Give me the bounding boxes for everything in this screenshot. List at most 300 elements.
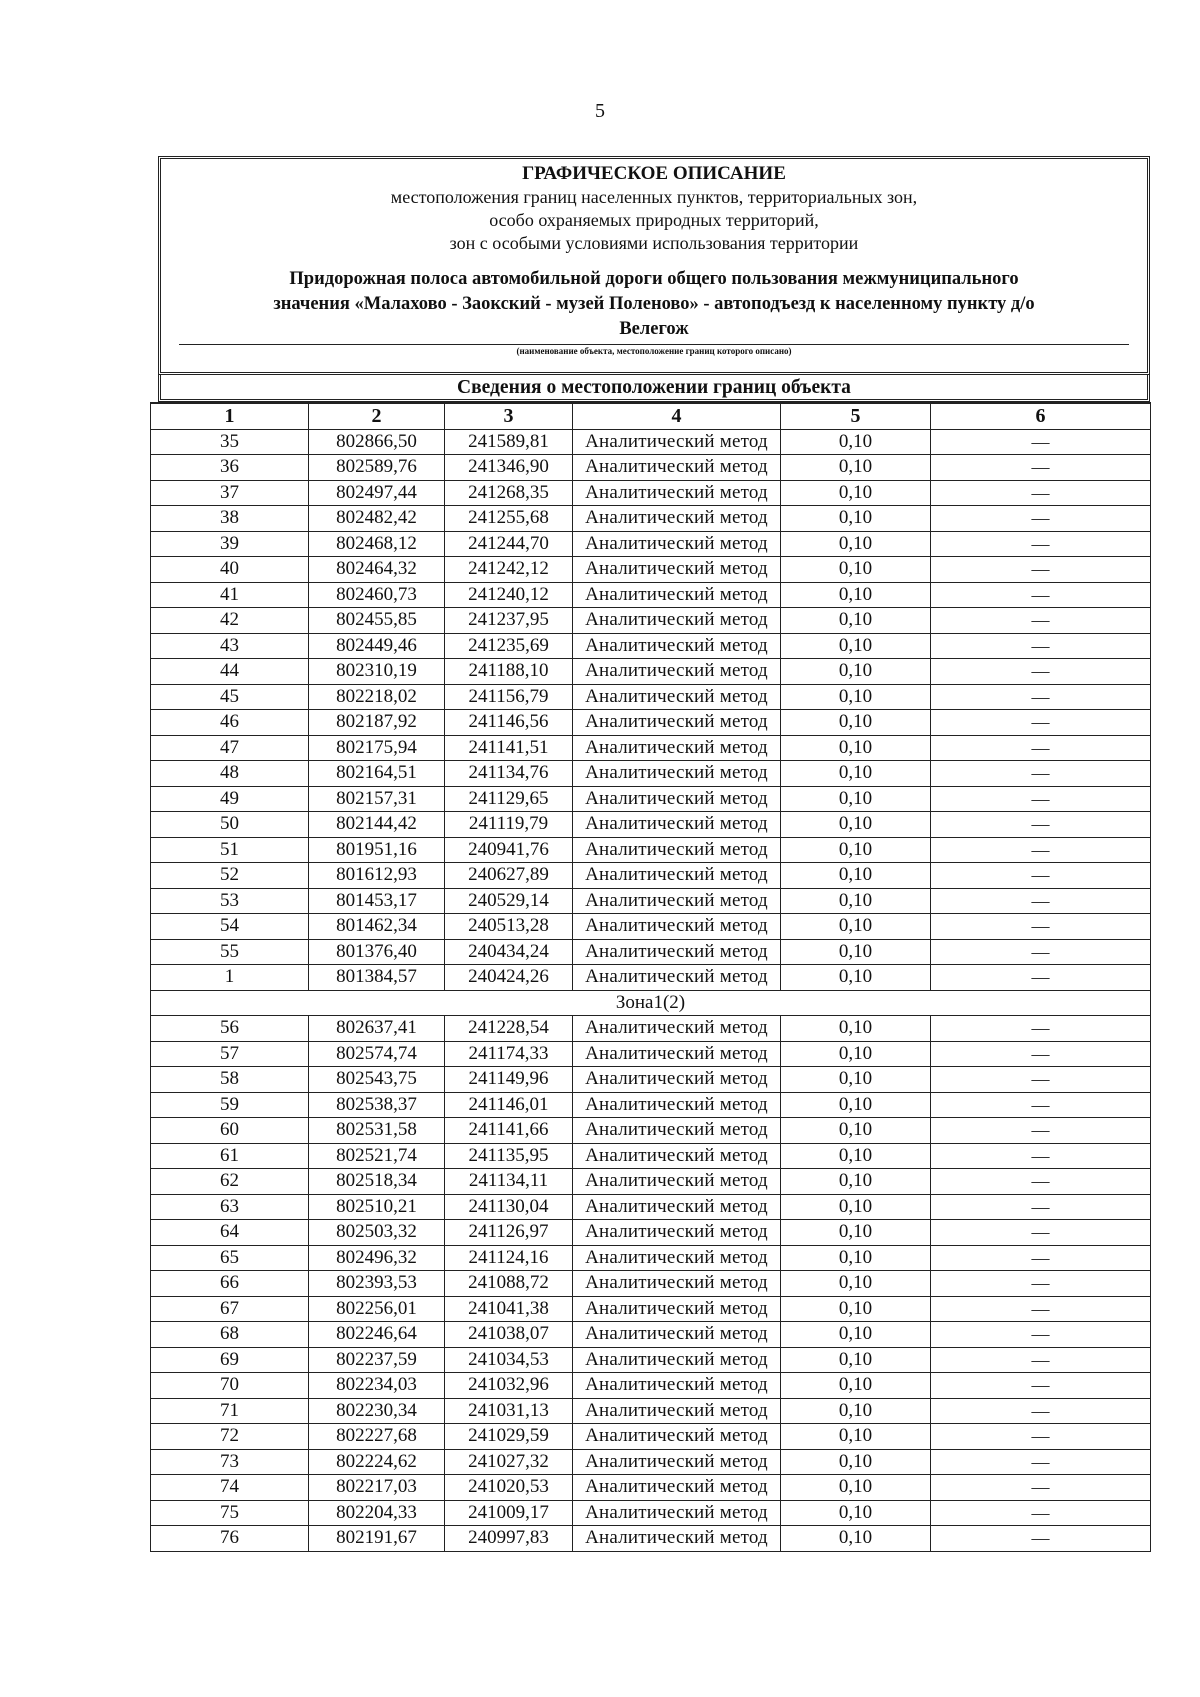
accuracy-cell: 0,10 xyxy=(781,888,931,914)
point-number-cell: 41 xyxy=(151,582,309,608)
description-cell: — xyxy=(931,786,1151,812)
point-number-cell: 38 xyxy=(151,506,309,532)
point-number-cell: 59 xyxy=(151,1092,309,1118)
point-number-cell: 57 xyxy=(151,1041,309,1067)
x-coordinate-cell: 802230,34 xyxy=(309,1398,445,1424)
method-cell: Аналитический метод xyxy=(573,506,781,532)
accuracy-cell: 0,10 xyxy=(781,837,931,863)
description-cell: — xyxy=(931,684,1151,710)
table-row xyxy=(151,1220,1151,1246)
zone-label: Зона1(2) xyxy=(151,990,1151,1016)
y-coordinate-cell: 240627,89 xyxy=(445,863,573,889)
table-row xyxy=(151,1067,1151,1093)
table-row xyxy=(151,1271,1151,1297)
table-header-row xyxy=(151,403,1151,429)
subtitle-line: местоположения границ населенных пунктов, территориальных зон, xyxy=(390,187,918,207)
method-cell: Аналитический метод xyxy=(573,939,781,965)
y-coordinate-cell: 241188,10 xyxy=(445,659,573,685)
accuracy-cell: 0,10 xyxy=(781,557,931,583)
point-number-cell: 56 xyxy=(151,1016,309,1042)
y-coordinate-cell: 241156,79 xyxy=(445,684,573,710)
method-cell: Аналитический метод xyxy=(573,557,781,583)
x-coordinate-cell: 802637,41 xyxy=(309,1016,445,1042)
accuracy-cell: 0,10 xyxy=(781,1449,931,1475)
table-row xyxy=(151,1398,1151,1424)
method-cell: Аналитический метод xyxy=(573,582,781,608)
accuracy-cell: 0,10 xyxy=(781,1245,931,1271)
y-coordinate-cell: 241146,01 xyxy=(445,1092,573,1118)
method-cell: Аналитический метод xyxy=(573,965,781,991)
accuracy-cell: 0,10 xyxy=(781,455,931,481)
description-cell: — xyxy=(931,633,1151,659)
point-number-cell: 37 xyxy=(151,480,309,506)
method-cell: Аналитический метод xyxy=(573,1194,781,1220)
method-cell: Аналитический метод xyxy=(573,812,781,838)
method-cell: Аналитический метод xyxy=(573,531,781,557)
x-coordinate-cell: 802460,73 xyxy=(309,582,445,608)
point-number-cell: 64 xyxy=(151,1220,309,1246)
point-number-cell: 48 xyxy=(151,761,309,787)
x-coordinate-cell: 802157,31 xyxy=(309,786,445,812)
x-coordinate-cell: 802531,58 xyxy=(309,1118,445,1144)
description-cell: — xyxy=(931,1398,1151,1424)
accuracy-cell: 0,10 xyxy=(781,761,931,787)
y-coordinate-cell: 241029,59 xyxy=(445,1424,573,1450)
description-cell: — xyxy=(931,1016,1151,1042)
description-cell: — xyxy=(931,1526,1151,1552)
description-cell: — xyxy=(931,1475,1151,1501)
table-row xyxy=(151,710,1151,736)
point-number-cell: 74 xyxy=(151,1475,309,1501)
accuracy-cell: 0,10 xyxy=(781,1220,931,1246)
x-coordinate-cell: 802393,53 xyxy=(309,1271,445,1297)
y-coordinate-cell: 240941,76 xyxy=(445,837,573,863)
table-row xyxy=(151,914,1151,940)
x-coordinate-cell: 802464,32 xyxy=(309,557,445,583)
y-coordinate-cell: 241031,13 xyxy=(445,1398,573,1424)
method-cell: Аналитический метод xyxy=(573,684,781,710)
table-row xyxy=(151,1424,1151,1450)
accuracy-cell: 0,10 xyxy=(781,965,931,991)
y-coordinate-cell: 241240,12 xyxy=(445,582,573,608)
point-number-cell: 58 xyxy=(151,1067,309,1093)
description-cell: — xyxy=(931,557,1151,583)
method-cell: Аналитический метод xyxy=(573,1398,781,1424)
x-coordinate-cell: 802497,44 xyxy=(309,480,445,506)
y-coordinate-cell: 241174,33 xyxy=(445,1041,573,1067)
x-coordinate-cell: 802164,51 xyxy=(309,761,445,787)
accuracy-cell: 0,10 xyxy=(781,1322,931,1348)
accuracy-cell: 0,10 xyxy=(781,684,931,710)
method-cell: Аналитический метод xyxy=(573,1271,781,1297)
y-coordinate-cell: 241124,16 xyxy=(445,1245,573,1271)
y-coordinate-cell: 240434,24 xyxy=(445,939,573,965)
column-header: 6 xyxy=(931,403,1151,429)
description-cell: — xyxy=(931,1500,1151,1526)
x-coordinate-cell: 802510,21 xyxy=(309,1194,445,1220)
x-coordinate-cell: 802482,42 xyxy=(309,506,445,532)
y-coordinate-cell: 241146,56 xyxy=(445,710,573,736)
method-cell: Аналитический метод xyxy=(573,1169,781,1195)
accuracy-cell: 0,10 xyxy=(781,531,931,557)
point-number-cell: 46 xyxy=(151,710,309,736)
column-header: 2 xyxy=(309,403,445,429)
description-cell: — xyxy=(931,429,1151,455)
description-cell: — xyxy=(931,1118,1151,1144)
y-coordinate-cell: 241134,11 xyxy=(445,1169,573,1195)
method-cell: Аналитический метод xyxy=(573,914,781,940)
method-cell: Аналитический метод xyxy=(573,1347,781,1373)
point-number-cell: 69 xyxy=(151,1347,309,1373)
table-row xyxy=(151,1041,1151,1067)
point-number-cell: 52 xyxy=(151,863,309,889)
description-cell: — xyxy=(931,1041,1151,1067)
table-row xyxy=(151,1449,1151,1475)
description-cell: — xyxy=(931,939,1151,965)
table-row xyxy=(151,582,1151,608)
accuracy-cell: 0,10 xyxy=(781,1373,931,1399)
x-coordinate-cell: 801951,16 xyxy=(309,837,445,863)
x-coordinate-cell: 802866,50 xyxy=(309,429,445,455)
object-name-line: Придорожная полоса автомобильной дороги общего пользования межмуниципального xyxy=(289,269,1019,289)
table-row xyxy=(151,1373,1151,1399)
method-cell: Аналитический метод xyxy=(573,633,781,659)
description-cell: — xyxy=(931,1271,1151,1297)
y-coordinate-cell: 241032,96 xyxy=(445,1373,573,1399)
method-cell: Аналитический метод xyxy=(573,1143,781,1169)
method-cell: Аналитический метод xyxy=(573,837,781,863)
description-cell: — xyxy=(931,1220,1151,1246)
y-coordinate-cell: 241589,81 xyxy=(445,429,573,455)
method-cell: Аналитический метод xyxy=(573,455,781,481)
x-coordinate-cell: 802204,33 xyxy=(309,1500,445,1526)
point-number-cell: 45 xyxy=(151,684,309,710)
description-cell: — xyxy=(931,710,1151,736)
accuracy-cell: 0,10 xyxy=(781,1475,931,1501)
x-coordinate-cell: 802310,19 xyxy=(309,659,445,685)
point-number-cell: 76 xyxy=(151,1526,309,1552)
x-coordinate-cell: 802218,02 xyxy=(309,684,445,710)
accuracy-cell: 0,10 xyxy=(781,1118,931,1144)
subtitle-line: особо охраняемых природных территорий, xyxy=(489,210,819,230)
column-header: 5 xyxy=(781,403,931,429)
accuracy-cell: 0,10 xyxy=(781,786,931,812)
accuracy-cell: 0,10 xyxy=(781,633,931,659)
table-row xyxy=(151,863,1151,889)
table-row xyxy=(151,1500,1151,1526)
accuracy-cell: 0,10 xyxy=(781,1526,931,1552)
method-cell: Аналитический метод xyxy=(573,735,781,761)
method-cell: Аналитический метод xyxy=(573,1424,781,1450)
y-coordinate-cell: 241268,35 xyxy=(445,480,573,506)
page-number: 5 xyxy=(595,100,605,122)
method-cell: Аналитический метод xyxy=(573,1245,781,1271)
point-number-cell: 51 xyxy=(151,837,309,863)
point-number-cell: 72 xyxy=(151,1424,309,1450)
x-coordinate-cell: 802538,37 xyxy=(309,1092,445,1118)
table-row xyxy=(151,531,1151,557)
point-number-cell: 42 xyxy=(151,608,309,634)
method-cell: Аналитический метод xyxy=(573,1067,781,1093)
subtitle-line: зон с особыми условиями использования территории xyxy=(449,233,859,253)
description-cell: — xyxy=(931,1143,1151,1169)
description-cell: — xyxy=(931,608,1151,634)
table-row xyxy=(151,1143,1151,1169)
method-cell: Аналитический метод xyxy=(573,608,781,634)
table-row xyxy=(151,1296,1151,1322)
accuracy-cell: 0,10 xyxy=(781,1169,931,1195)
accuracy-cell: 0,10 xyxy=(781,659,931,685)
point-number-cell: 61 xyxy=(151,1143,309,1169)
method-cell: Аналитический метод xyxy=(573,429,781,455)
description-cell: — xyxy=(931,1449,1151,1475)
point-number-cell: 66 xyxy=(151,1271,309,1297)
table-row xyxy=(151,761,1151,787)
x-coordinate-cell: 802217,03 xyxy=(309,1475,445,1501)
method-cell: Аналитический метод xyxy=(573,1475,781,1501)
description-cell: — xyxy=(931,1067,1151,1093)
y-coordinate-cell: 241141,51 xyxy=(445,735,573,761)
x-coordinate-cell: 802187,92 xyxy=(309,710,445,736)
description-cell: — xyxy=(931,812,1151,838)
method-cell: Аналитический метод xyxy=(573,480,781,506)
method-cell: Аналитический метод xyxy=(573,863,781,889)
table-row xyxy=(151,608,1151,634)
point-number-cell: 54 xyxy=(151,914,309,940)
method-cell: Аналитический метод xyxy=(573,1500,781,1526)
description-cell: — xyxy=(931,1194,1151,1220)
description-cell: — xyxy=(931,1322,1151,1348)
point-number-cell: 73 xyxy=(151,1449,309,1475)
x-coordinate-cell: 802503,32 xyxy=(309,1220,445,1246)
point-number-cell: 36 xyxy=(151,455,309,481)
point-number-cell: 70 xyxy=(151,1373,309,1399)
x-coordinate-cell: 801376,40 xyxy=(309,939,445,965)
accuracy-cell: 0,10 xyxy=(781,735,931,761)
column-header: 3 xyxy=(445,403,573,429)
method-cell: Аналитический метод xyxy=(573,1322,781,1348)
table-row xyxy=(151,633,1151,659)
y-coordinate-cell: 241255,68 xyxy=(445,506,573,532)
point-number-cell: 68 xyxy=(151,1322,309,1348)
description-cell: — xyxy=(931,965,1151,991)
description-cell: — xyxy=(931,480,1151,506)
description-cell: — xyxy=(931,735,1151,761)
accuracy-cell: 0,10 xyxy=(781,506,931,532)
method-cell: Аналитический метод xyxy=(573,659,781,685)
point-number-cell: 62 xyxy=(151,1169,309,1195)
y-coordinate-cell: 241130,04 xyxy=(445,1194,573,1220)
accuracy-cell: 0,10 xyxy=(781,939,931,965)
accuracy-cell: 0,10 xyxy=(781,1041,931,1067)
y-coordinate-cell: 241141,66 xyxy=(445,1118,573,1144)
x-coordinate-cell: 802496,32 xyxy=(309,1245,445,1271)
y-coordinate-cell: 240513,28 xyxy=(445,914,573,940)
point-number-cell: 75 xyxy=(151,1500,309,1526)
y-coordinate-cell: 241027,32 xyxy=(445,1449,573,1475)
description-cell: — xyxy=(931,914,1151,940)
x-coordinate-cell: 802224,62 xyxy=(309,1449,445,1475)
accuracy-cell: 0,10 xyxy=(781,582,931,608)
description-cell: — xyxy=(931,863,1151,889)
point-number-cell: 43 xyxy=(151,633,309,659)
table-row xyxy=(151,1347,1151,1373)
x-coordinate-cell: 802521,74 xyxy=(309,1143,445,1169)
table-row xyxy=(151,557,1151,583)
method-cell: Аналитический метод xyxy=(573,1373,781,1399)
x-coordinate-cell: 802543,75 xyxy=(309,1067,445,1093)
y-coordinate-cell: 241134,76 xyxy=(445,761,573,787)
x-coordinate-cell: 802234,03 xyxy=(309,1373,445,1399)
table-row xyxy=(151,659,1151,685)
method-cell: Аналитический метод xyxy=(573,1092,781,1118)
point-number-cell: 47 xyxy=(151,735,309,761)
table-row xyxy=(151,1194,1151,1220)
point-number-cell: 53 xyxy=(151,888,309,914)
table-row xyxy=(151,1118,1151,1144)
method-cell: Аналитический метод xyxy=(573,786,781,812)
method-cell: Аналитический метод xyxy=(573,888,781,914)
method-cell: Аналитический метод xyxy=(573,1041,781,1067)
x-coordinate-cell: 801453,17 xyxy=(309,888,445,914)
table-row xyxy=(151,888,1151,914)
x-coordinate-cell: 802518,34 xyxy=(309,1169,445,1195)
point-number-cell: 44 xyxy=(151,659,309,685)
accuracy-cell: 0,10 xyxy=(781,863,931,889)
y-coordinate-cell: 241126,97 xyxy=(445,1220,573,1246)
point-number-cell: 63 xyxy=(151,1194,309,1220)
table-row xyxy=(151,837,1151,863)
x-coordinate-cell: 802449,46 xyxy=(309,633,445,659)
description-cell: — xyxy=(931,837,1151,863)
description-cell: — xyxy=(931,506,1151,532)
table-row xyxy=(151,735,1151,761)
y-coordinate-cell: 241346,90 xyxy=(445,455,573,481)
point-number-cell: 50 xyxy=(151,812,309,838)
method-cell: Аналитический метод xyxy=(573,761,781,787)
x-coordinate-cell: 802256,01 xyxy=(309,1296,445,1322)
method-cell: Аналитический метод xyxy=(573,710,781,736)
object-name-caption: (наименование объекта, местоположение границ которого описано) xyxy=(516,346,792,356)
accuracy-cell: 0,10 xyxy=(781,1092,931,1118)
method-cell: Аналитический метод xyxy=(573,1296,781,1322)
accuracy-cell: 0,10 xyxy=(781,1296,931,1322)
y-coordinate-cell: 241149,96 xyxy=(445,1067,573,1093)
point-number-cell: 39 xyxy=(151,531,309,557)
zone-row xyxy=(151,990,1151,1016)
accuracy-cell: 0,10 xyxy=(781,710,931,736)
document-header xyxy=(158,156,1150,375)
description-cell: — xyxy=(931,531,1151,557)
description-cell: — xyxy=(931,1373,1151,1399)
accuracy-cell: 0,10 xyxy=(781,1271,931,1297)
table-row xyxy=(151,1526,1151,1552)
table-row xyxy=(151,455,1151,481)
accuracy-cell: 0,10 xyxy=(781,480,931,506)
accuracy-cell: 0,10 xyxy=(781,1500,931,1526)
table-row xyxy=(151,965,1151,991)
object-name-line: Велегож xyxy=(619,319,689,339)
accuracy-cell: 0,10 xyxy=(781,1143,931,1169)
accuracy-cell: 0,10 xyxy=(781,1398,931,1424)
table-row xyxy=(151,1245,1151,1271)
description-cell: — xyxy=(931,1296,1151,1322)
accuracy-cell: 0,10 xyxy=(781,1016,931,1042)
x-coordinate-cell: 802574,74 xyxy=(309,1041,445,1067)
point-number-cell: 71 xyxy=(151,1398,309,1424)
table-row xyxy=(151,684,1151,710)
object-name-line: значения «Малахово - Заокский - музей Поленово» - автоподъезд к населенному пункту д/о xyxy=(273,294,1035,314)
accuracy-cell: 0,10 xyxy=(781,1194,931,1220)
x-coordinate-cell: 802589,76 xyxy=(309,455,445,481)
table-row xyxy=(151,812,1151,838)
description-cell: — xyxy=(931,761,1151,787)
description-cell: — xyxy=(931,582,1151,608)
x-coordinate-cell: 802455,85 xyxy=(309,608,445,634)
table-row xyxy=(151,506,1151,532)
description-cell: — xyxy=(931,1347,1151,1373)
x-coordinate-cell: 802227,68 xyxy=(309,1424,445,1450)
description-cell: — xyxy=(931,888,1151,914)
description-cell: — xyxy=(931,1169,1151,1195)
method-cell: Аналитический метод xyxy=(573,1526,781,1552)
table-row xyxy=(151,1475,1151,1501)
x-coordinate-cell: 802468,12 xyxy=(309,531,445,557)
table-row xyxy=(151,1092,1151,1118)
point-number-cell: 65 xyxy=(151,1245,309,1271)
point-number-cell: 40 xyxy=(151,557,309,583)
x-coordinate-cell: 802246,64 xyxy=(309,1322,445,1348)
y-coordinate-cell: 241129,65 xyxy=(445,786,573,812)
y-coordinate-cell: 241244,70 xyxy=(445,531,573,557)
y-coordinate-cell: 241235,69 xyxy=(445,633,573,659)
accuracy-cell: 0,10 xyxy=(781,914,931,940)
description-cell: — xyxy=(931,659,1151,685)
accuracy-cell: 0,10 xyxy=(781,812,931,838)
table-row xyxy=(151,786,1151,812)
object-name xyxy=(179,267,1129,342)
y-coordinate-cell: 241135,95 xyxy=(445,1143,573,1169)
description-cell: — xyxy=(931,1424,1151,1450)
x-coordinate-cell: 801462,34 xyxy=(309,914,445,940)
table-row xyxy=(151,429,1151,455)
y-coordinate-cell: 241038,07 xyxy=(445,1322,573,1348)
accuracy-cell: 0,10 xyxy=(781,1424,931,1450)
accuracy-cell: 0,10 xyxy=(781,1347,931,1373)
table-row xyxy=(151,480,1151,506)
y-coordinate-cell: 241088,72 xyxy=(445,1271,573,1297)
column-header: 1 xyxy=(151,403,309,429)
table-row xyxy=(151,939,1151,965)
point-number-cell: 67 xyxy=(151,1296,309,1322)
y-coordinate-cell: 240424,26 xyxy=(445,965,573,991)
method-cell: Аналитический метод xyxy=(573,1118,781,1144)
accuracy-cell: 0,10 xyxy=(781,429,931,455)
y-coordinate-cell: 241119,79 xyxy=(445,812,573,838)
table-row xyxy=(151,1322,1151,1348)
x-coordinate-cell: 802175,94 xyxy=(309,735,445,761)
point-number-cell: 60 xyxy=(151,1118,309,1144)
y-coordinate-cell: 240997,83 xyxy=(445,1526,573,1552)
column-header: 4 xyxy=(573,403,781,429)
point-number-cell: 55 xyxy=(151,939,309,965)
table-row xyxy=(151,1169,1151,1195)
document-title: ГРАФИЧЕСКОЕ ОПИСАНИЕ xyxy=(522,163,786,184)
y-coordinate-cell: 241009,17 xyxy=(445,1500,573,1526)
table-body xyxy=(151,429,1151,1551)
x-coordinate-cell: 802237,59 xyxy=(309,1347,445,1373)
y-coordinate-cell: 241034,53 xyxy=(445,1347,573,1373)
